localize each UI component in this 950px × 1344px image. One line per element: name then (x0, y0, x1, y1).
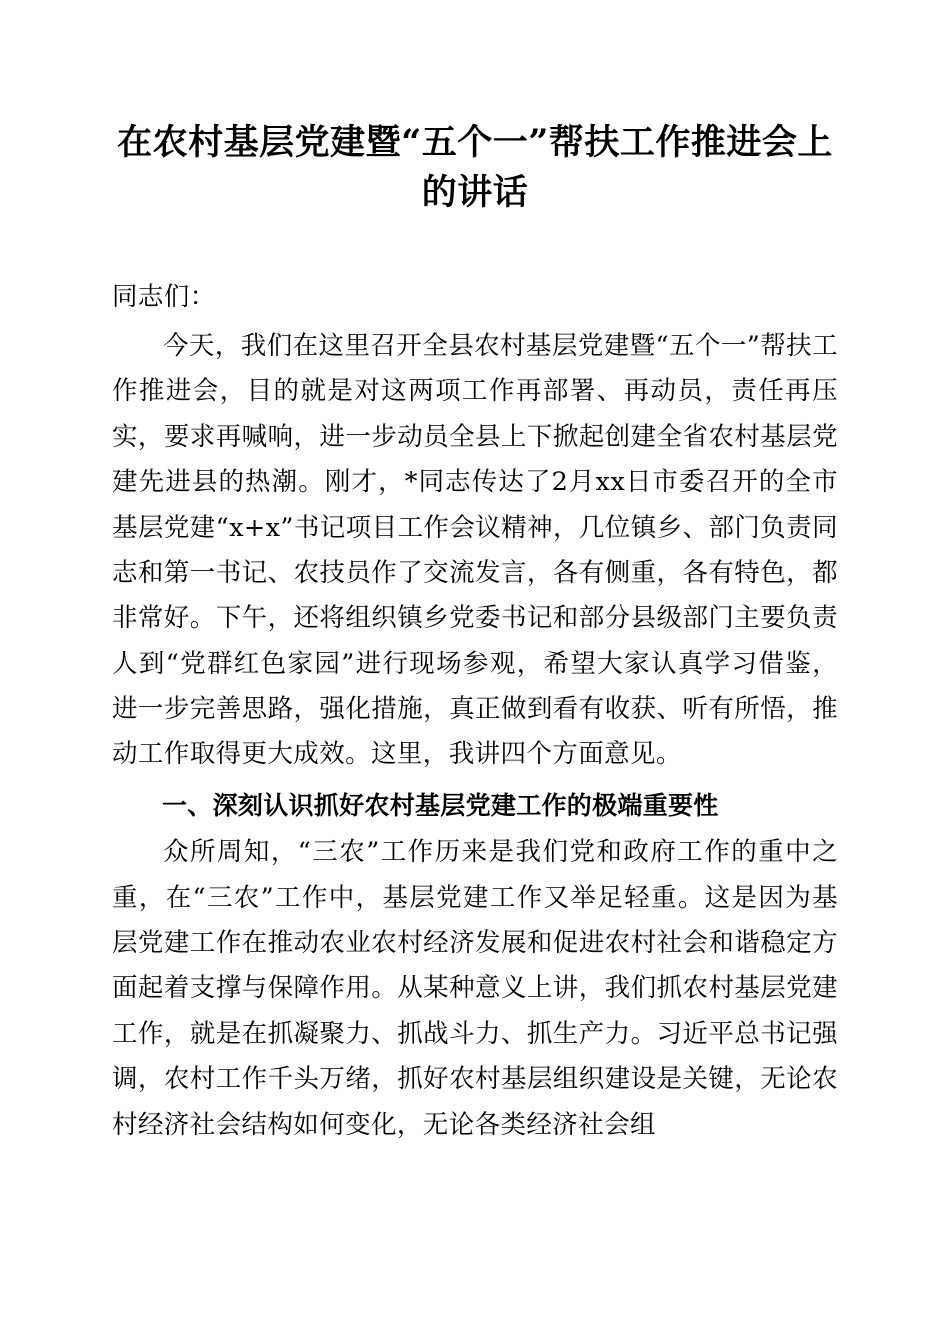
body-paragraph: 众所周知，“三农”工作历来是我们党和政府工作的重中之重，在“三农”工作中，基层党建工作又举足轻重。这是因为基层党建工作在推动农业农村经济发展和促进农村社会和谐稳定方面起着支撑与保障作用。从某种意义上讲，我们抓农村基层党建工作，就是在抓凝聚力、抓战斗力、抓生产力。习近平总书记强调，农村工作千头万绪，抓好农村基层组织建设是关键，无论农村经济社会结构如何变化，无论各类经济社会组 (112, 837, 838, 1140)
page-title: 在农村基层党建暨“五个一”帮扶工作推进会上的讲话 (117, 122, 833, 213)
salutation: 同志们： (112, 282, 216, 313)
section-heading: 一、深刻认识抓好农村基层党建工作的极端重要性 (162, 790, 719, 820)
body-paragraph: 今天，我们在这里召开全县农村基层党建暨“五个一”帮扶工作推进会，目的就是对这两项工作再部署、再动员，责任再压实，要求再喊响，进一步动员全县上下掀起创建全省农村基层党建先进县的热潮。刚才，*同志传达了2月xx日市委召开的全市基层党建“x+x”书记项目工作会议精神，几位镇乡、部门负责同志和第一书记、农技员作了交流发言，各有侧重，各有特色，都非常好。下午，还将组织镇乡党委书记和部分县级部门主要负责人到“党群红色家园”进行现场参观，希望大家认真学习借鉴，进一步完善思路，强化措施，真正做到看有收获、听有所悟，推动工作取得更大成效。这里，我讲四个方面意见。 (112, 331, 838, 770)
